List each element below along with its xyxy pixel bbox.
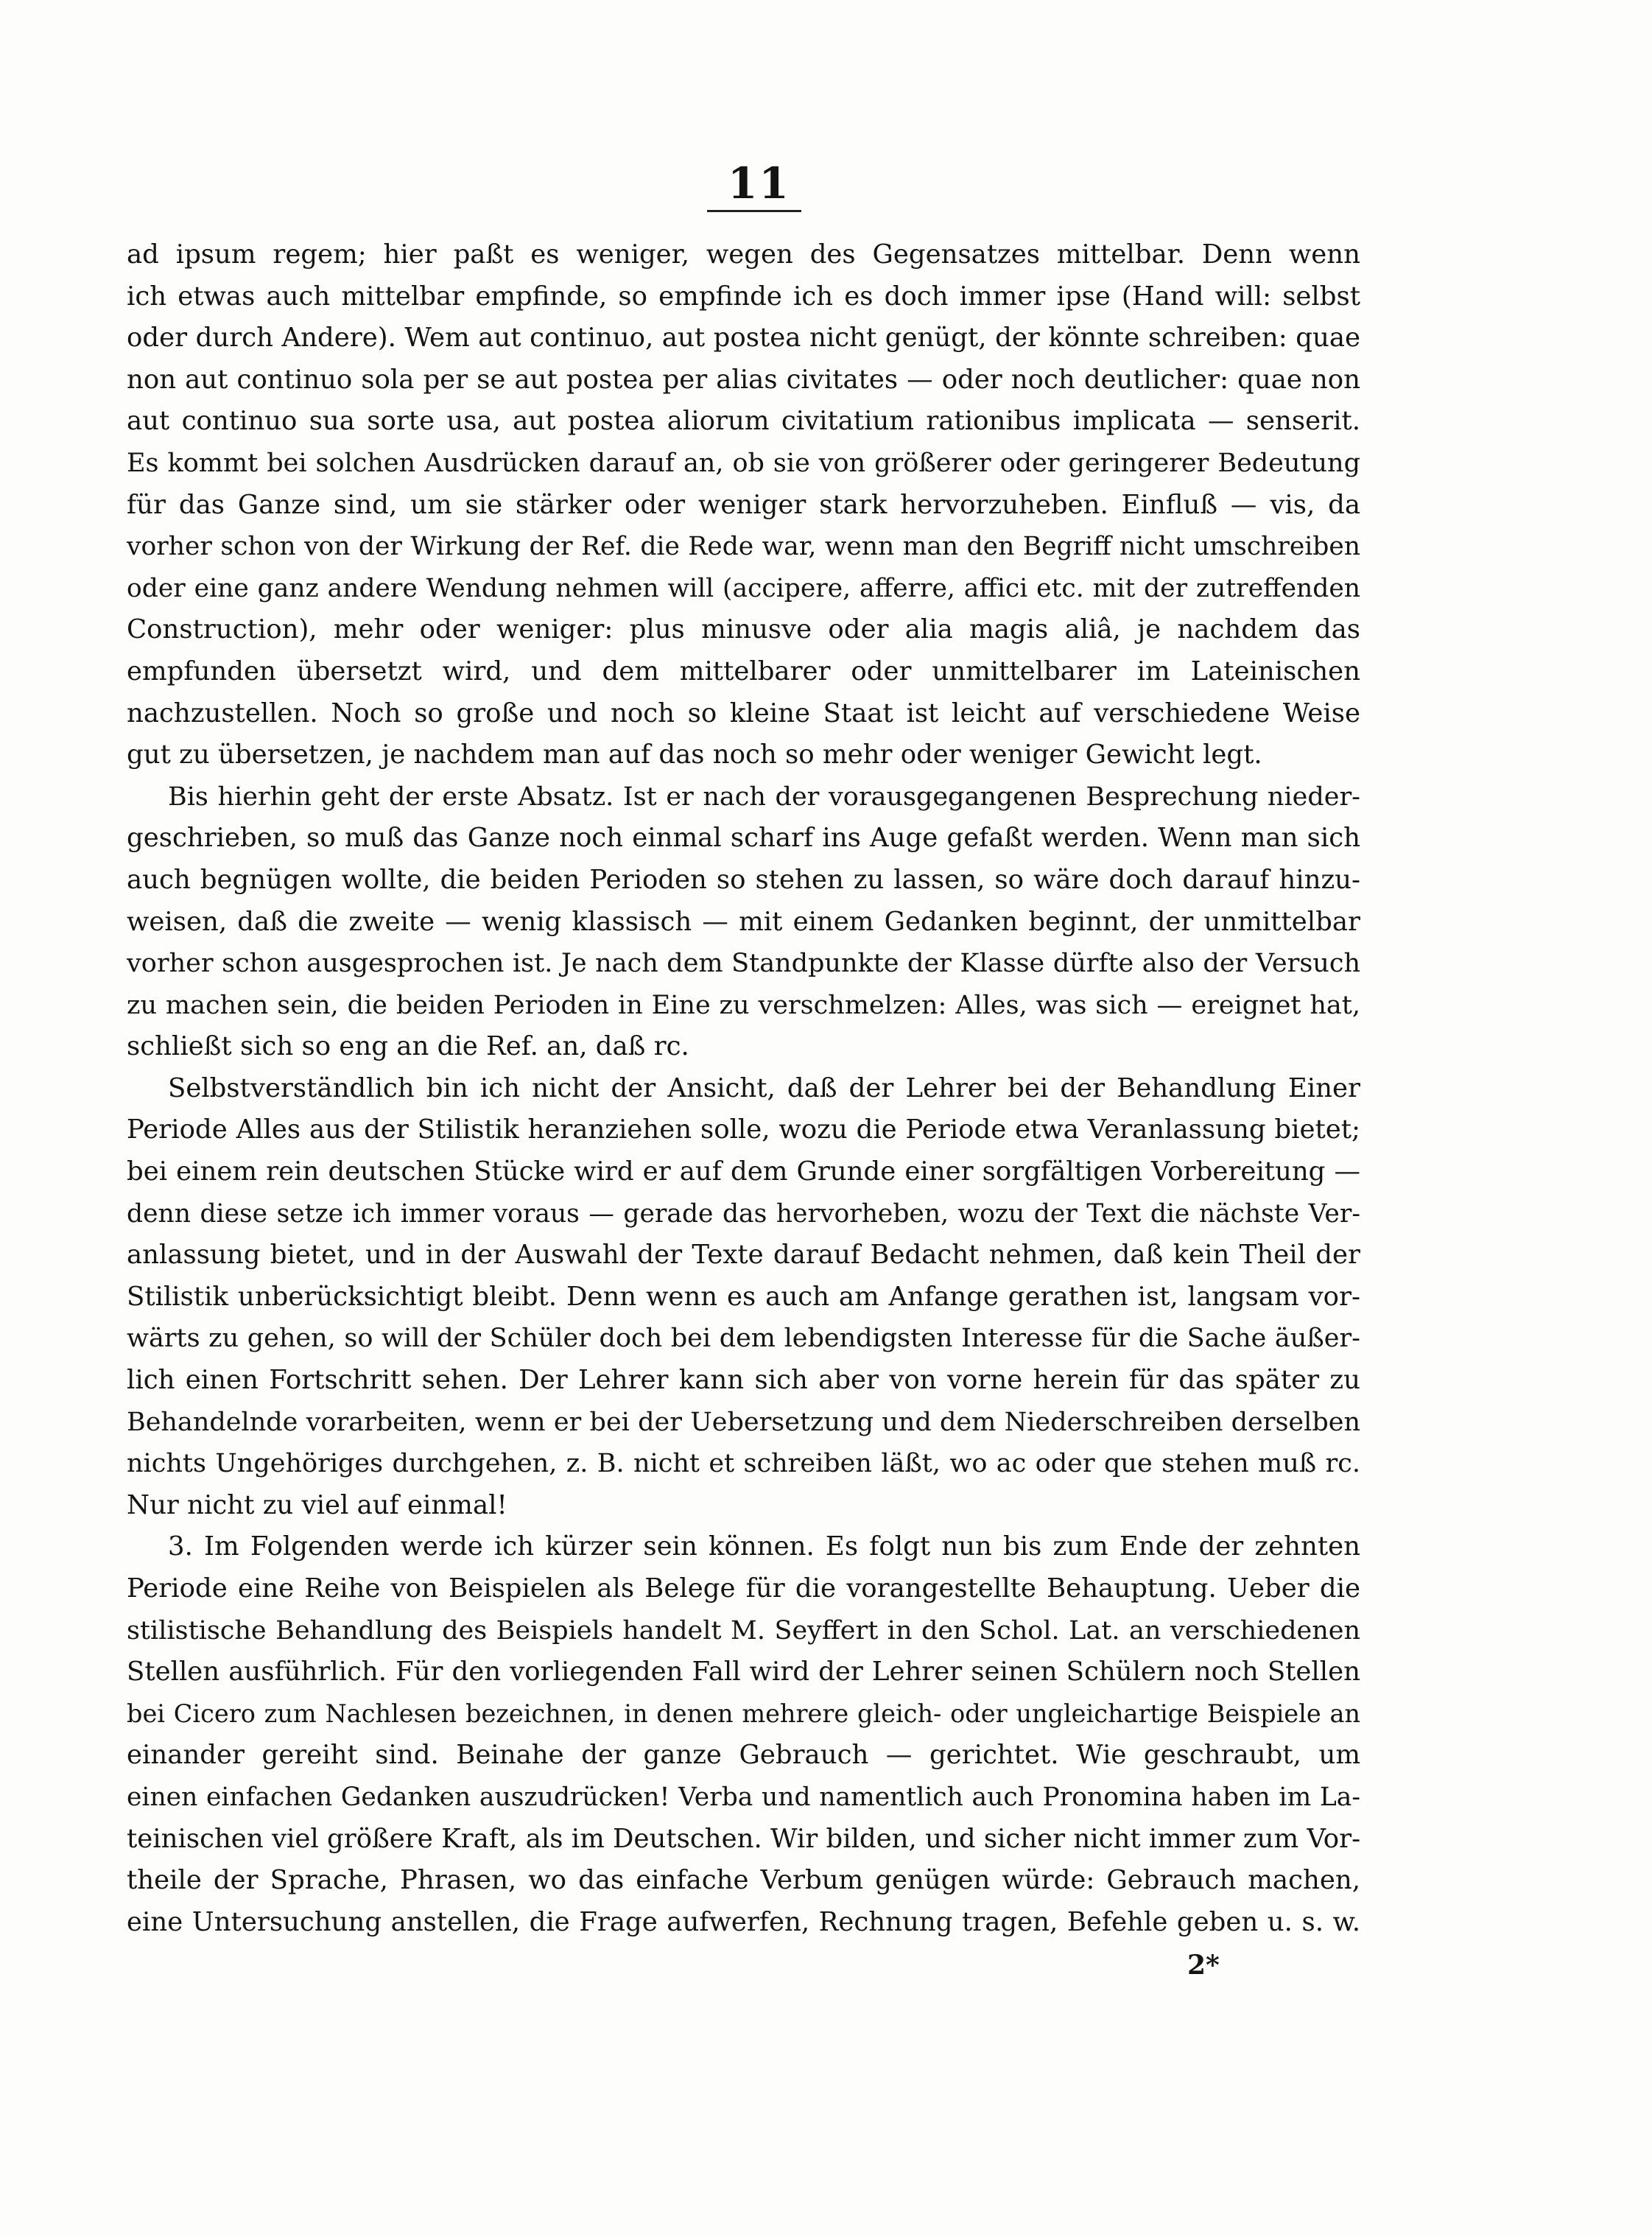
text-line: Nur nicht zu viel auf einmal! [127,1489,507,1520]
text-line: nachzustellen. Noch so große und noch so kleine Staat ist leicht auf verschiedene Weise [127,698,1360,728]
text-line: stilistische Behandlung des Beispiels handelt M. Seyffert in den Schol. Lat. an verschiedenen [127,1615,1360,1646]
text-line: Construction), mehr oder weniger: plus minusve oder alia magis aliâ, je nachdem das [127,614,1360,645]
header-rule [707,210,801,212]
text-line: eine Untersuchung anstellen, die Frage aufwerfen, Rechnung tragen, Befehle geben u. s. w. [127,1906,1360,1937]
text-line: lich einen Fortschritt sehen. Der Lehrer kann sich aber von vorne herein für das später zu [127,1365,1360,1396]
text-line: Periode Alles aus der Stilistik heranziehen solle, wozu die Periode etwa Veranlassung bietet; [127,1114,1360,1145]
page-number: 11 [728,158,790,208]
text-line: anlassung bietet, und in der Auswahl der Texte darauf Bedacht nehmen, daß kein Theil der [127,1240,1360,1271]
signature-mark: 2* [1187,1950,1220,1981]
text-line: non aut continuo sola per se aut postea per alias civitates — oder noch deutlicher: quae non [127,364,1360,395]
text-line: gut zu übersetzen, je nachdem man auf das noch so mehr oder weniger Gewicht legt. [127,740,1262,770]
text-line: ich etwas auch mittelbar empfinde, so empfinde ich es doch immer ipse (Hand will: selbst [127,281,1360,312]
text-line: Stilistik unberücksichtigt bleibt. Denn wenn es auch am Anfange gerathen ist, langsam vor- [127,1281,1360,1312]
text-line: weisen, daß die zweite — wenig klassisch — mit einem Gedanken beginnt, der unmittelbar [127,906,1360,937]
text-line: einen einfachen Gedanken auszudrücken! Verba und namentlich auch Pronomina haben im La- [127,1782,1360,1812]
text-line: Behandelnde vorarbeiten, wenn er bei der Uebersetzung und dem Niederschreiben derselben [127,1407,1360,1437]
text-line: aut continuo sua sorte usa, aut postea aliorum civitatium rationibus implicata — senserit. [127,406,1360,437]
text-line: schließt sich so eng an die Ref. an, daß rc. [127,1031,689,1062]
text-line: zu machen sein, die beiden Perioden in Eine zu verschmelzen: Alles, was sich — ereignet hat, [127,990,1360,1020]
text-line: vorher schon ausgesprochen ist. Je nach dem Standpunkte der Klasse dürfte also der Versuch [127,949,1360,979]
text-line: wärts zu gehen, so will der Schüler doch bei dem lebendigsten Interesse für die Sache äußer- [127,1324,1360,1354]
text-line: ad ipsum regem; hier paßt es weniger, wegen des Gegensatzes mittelbar. Denn wenn [127,239,1360,270]
text-line: bei einem rein deutschen Stücke wird er auf dem Grunde einer sorgfältigen Vorbereitung — [127,1156,1360,1187]
text-line: Es kommt bei solchen Ausdrücken darauf an, ob sie von größerer oder geringerer Bedeutung [127,448,1360,478]
text-line: denn diese setze ich immer voraus — gerade das hervorheben, wozu der Text die nächste Ver- [127,1198,1360,1229]
text-line: empfunden übersetzt wird, und dem mittelbarer oder unmittelbarer im Lateinischen [127,656,1360,686]
body-text [127,234,1360,1943]
text-line: Stellen ausführlich. Für den vorliegenden Fall wird der Lehrer seinen Schülern noch Stellen [127,1657,1360,1688]
text-line: für das Ganze sind, um sie stärker oder weniger stark hervorzuheben. Einfluß — vis, da [127,489,1360,520]
text-line: Bis hierhin geht der erste Absatz. Ist er nach der vorausgegangenen Besprechung nieder- [168,782,1360,812]
text-line: einander gereiht sind. Beinahe der ganze Gebrauch — gerichtet. Wie geschraubt, um [127,1740,1360,1771]
text-line: teinischen viel größere Kraft, als im Deutschen. Wir bilden, und sicher nicht immer zum Vor- [127,1823,1361,1854]
text-line: nichts Ungehöriges durchgehen, z. B. nicht et schreiben läßt, wo ac oder que stehen muß rc. [127,1449,1360,1479]
text-line: 3. Im Folgenden werde ich kürzer sein können. Es folgt nun bis zum Ende der zehnten [168,1531,1360,1562]
text-line: Selbstverständlich bin ich nicht der Ansicht, daß der Lehrer bei der Behandlung Einer [168,1072,1360,1103]
text-line: vorher schon von der Wirkung der Ref. die Rede war, wenn man den Begriff nicht umschreiben [127,532,1360,562]
text-line: auch begnügen wollte, die beiden Perioden so stehen zu lassen, so wäre doch darauf hinzu- [127,864,1360,895]
text-line: theile der Sprache, Phrasen, wo das einfache Verbum genügen würde: Gebrauch machen, [127,1865,1360,1896]
text-line: geschrieben, so muß das Ganze noch einmal scharf ins Auge gefaßt werden. Wenn man sich [127,823,1360,854]
text-line: bei Cicero zum Nachlesen bezeichnen, in denen mehrere gleich- oder ungleichartige Beispiele an [127,1699,1360,1728]
text-line: Periode eine Reihe von Beispielen als Belege für die vorangestellte Behauptung. Ueber die [127,1573,1360,1604]
text-line: oder eine ganz andere Wendung nehmen will (accipere, afferre, affici etc. mit der zutreffenden [127,573,1360,603]
text-line: oder durch Andere). Wem aut continuo, aut postea nicht genügt, der könnte schreiben: quae [127,323,1360,354]
